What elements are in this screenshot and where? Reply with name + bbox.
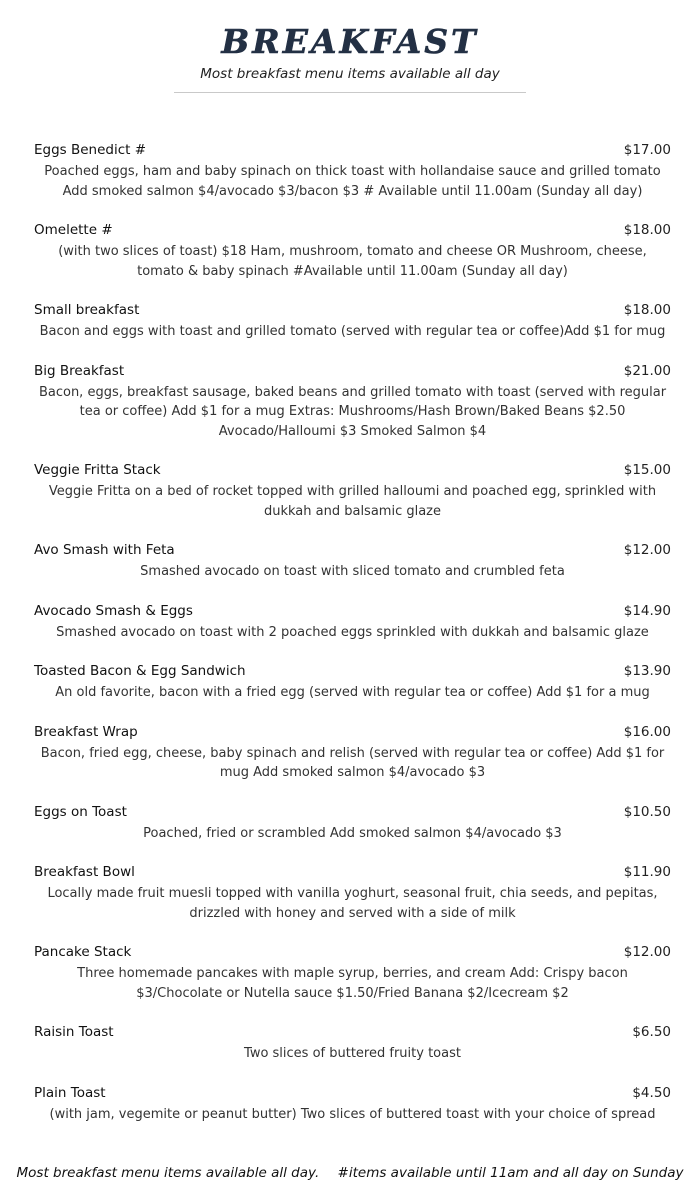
- menu-item-header: [34, 220, 671, 240]
- menu-list: [34, 140, 671, 1143]
- menu-item: [34, 942, 671, 1003]
- menu-item: [34, 220, 671, 281]
- menu-item: [34, 601, 671, 643]
- menu-item-price: $12.00: [623, 542, 671, 558]
- menu-item-name: Omelette #: [34, 222, 113, 238]
- menu-item: [34, 862, 671, 923]
- menu-item-price: $10.50: [623, 803, 671, 820]
- menu-item-header: [34, 722, 671, 742]
- header-divider: [174, 92, 526, 93]
- menu-item-header: [34, 802, 671, 822]
- menu-item-price: $11.90: [623, 864, 671, 880]
- menu-item: [34, 361, 671, 442]
- menu-item: [34, 460, 671, 521]
- menu-item-name: Raisin Toast: [34, 1024, 114, 1040]
- menu-item-price: $16.00: [623, 723, 671, 740]
- menu-item-name: Big Breakfast: [34, 362, 125, 379]
- menu-item-price: $14.90: [623, 602, 671, 619]
- menu-item-name: Toasted Bacon & Egg Sandwich: [34, 663, 246, 679]
- menu-item-name: Avo Smash with Feta: [34, 542, 175, 558]
- menu-item-name: Veggie Fritta Stack: [34, 462, 161, 478]
- menu-item-description: Smashed avocado on toast with sliced tomato and crumbled feta: [140, 564, 565, 579]
- menu-item-header: [34, 1022, 671, 1042]
- menu-item-description: Three homemade pancakes with maple syrup, berries, and cream Add: Crispy bacon $3/Chocolate or Nutella sauce $1.50/Fried Banana $2/Icecream $2: [77, 966, 628, 1001]
- menu-item-header: [34, 361, 671, 381]
- menu-item-name: Eggs Benedict #: [34, 142, 147, 158]
- menu-item: [34, 722, 671, 783]
- menu-item-description: An old favorite, bacon with a fried egg (served with regular tea or coffee) Add $1 for a mug: [55, 685, 650, 700]
- menu-item-header: [34, 601, 671, 621]
- menu-item-description: (with two slices of toast) $18 Ham, mushroom, tomato and cheese OR Mushroom, cheese, tomato & baby spinach #Available until 11.00am (Sunday all day): [58, 244, 647, 279]
- footer-note-left: Most breakfast menu items available all day.: [16, 1165, 320, 1181]
- menu-item-price: $17.00: [623, 142, 671, 158]
- menu-item-description: Smashed avocado on toast with 2 poached eggs sprinkled with dukkah and balsamic glaze: [56, 624, 649, 640]
- menu-item-name: Breakfast Wrap: [34, 723, 138, 740]
- menu-item-header: [34, 661, 671, 681]
- menu-item-price: $18.00: [623, 302, 671, 318]
- footer-note-right: #items available until 11am and all day on Sunday: [337, 1165, 684, 1181]
- menu-item-name: Plain Toast: [34, 1084, 106, 1101]
- menu-item-name: Eggs on Toast: [34, 803, 127, 820]
- menu-item-header: [34, 862, 671, 882]
- menu-item-price: $6.50: [632, 1024, 671, 1040]
- menu-item-description: Locally made fruit muesli topped with vanilla yoghurt, seasonal fruit, chia seeds, and pepitas, drizzled with honey and served with a side of milk: [47, 886, 658, 921]
- menu-item: [34, 140, 671, 201]
- menu-item-price: $13.90: [623, 663, 671, 679]
- menu-item-name: Pancake Stack: [34, 944, 132, 960]
- menu-item-description: Poached eggs, ham and baby spinach on thick toast with hollandaise sauce and grilled tomato Add smoked salmon $4/avocado $3/bacon $3 # Available until 11.00am (Sunday all day): [44, 164, 661, 199]
- menu-item-price: $21.00: [623, 362, 671, 379]
- menu-item-description: Bacon, fried egg, cheese, baby spinach and relish (served with regular tea or coffee) Add $1 for mug Add smoked salmon $4/avocado $3: [40, 745, 665, 780]
- footer-note: [0, 1165, 700, 1181]
- menu-item-header: [34, 300, 671, 320]
- menu-item: [34, 1022, 671, 1064]
- page-subtitle: Most breakfast menu items available all day: [200, 66, 500, 82]
- menu-item-price: $18.00: [623, 222, 671, 238]
- menu-item-description: (with jam, vegemite or peanut butter) Two slices of buttered toast with your choice of spread: [49, 1106, 656, 1122]
- menu-item: [34, 1083, 671, 1125]
- menu-item: [34, 661, 671, 703]
- menu-item-name: Breakfast Bowl: [34, 864, 135, 880]
- menu-item-header: [34, 540, 671, 560]
- menu-header: [0, 0, 700, 93]
- menu-item: [34, 540, 671, 582]
- menu-item-name: Avocado Smash & Eggs: [34, 602, 193, 619]
- menu-item-description: Bacon, eggs, breakfast sausage, baked beans and grilled tomato with toast (served with regular tea or coffee) Add $1 for a mug Extras: Mushrooms/Hash Brown/Baked Beans $2.50 Avocado/Halloumi $3 Smoked Salmon $4: [38, 384, 667, 439]
- menu-item-header: [34, 942, 671, 962]
- menu-item-price: $15.00: [623, 462, 671, 478]
- menu-item-description: Veggie Fritta on a bed of rocket topped with grilled halloumi and poached egg, sprinkled with dukkah and balsamic glaze: [48, 484, 657, 519]
- menu-item-name: Small breakfast: [34, 302, 140, 318]
- menu-item-header: [34, 460, 671, 480]
- menu-item: [34, 300, 671, 342]
- menu-item-header: [34, 1083, 671, 1103]
- menu-item-header: [34, 140, 671, 160]
- menu-item-price: $12.00: [623, 944, 671, 960]
- menu-item-price: $4.50: [632, 1084, 671, 1101]
- page-title: BREAKFAST: [221, 22, 479, 61]
- menu-item-description: Bacon and eggs with toast and grilled tomato (served with regular tea or coffee)Add $1 for mug: [39, 324, 666, 339]
- menu-item-description: Two slices of buttered fruity toast: [244, 1046, 461, 1061]
- menu-item-description: Poached, fried or scrambled Add smoked salmon $4/avocado $3: [143, 825, 562, 841]
- menu-item: [34, 802, 671, 844]
